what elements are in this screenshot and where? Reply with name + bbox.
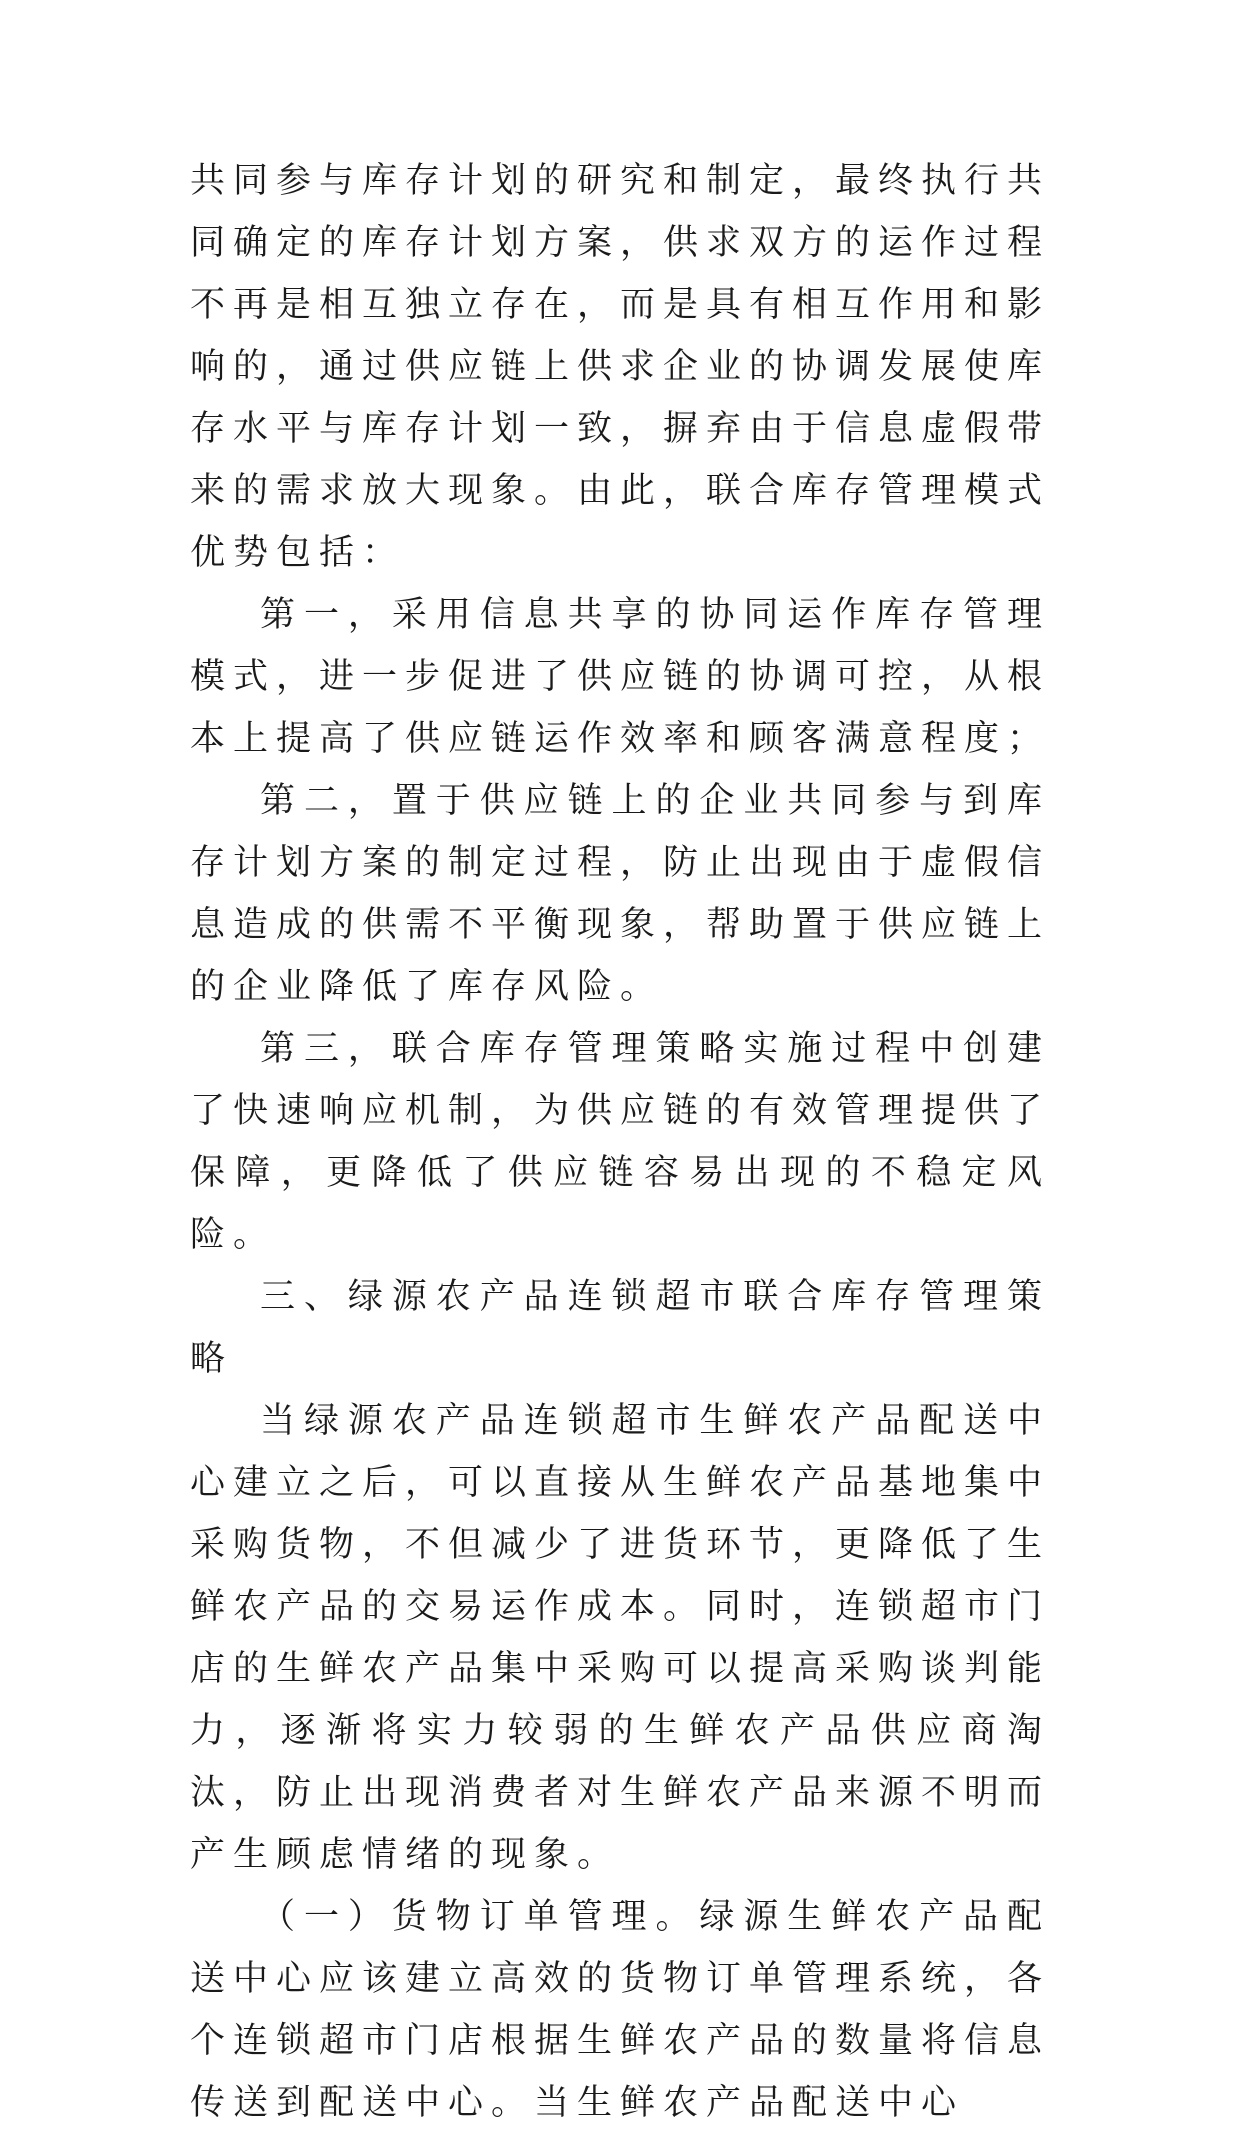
document-body [190, 150, 1050, 2134]
paragraph-advantage-2: 第二，置于供应链上的企业共同参与到库存计划方案的制定过程，防止出现由于虚假信息造成的供需不平衡现象，帮助置于供应链上的企业降低了库存风险。 [190, 781, 1051, 1007]
paragraph-advantage-3: 第三，联合库存管理策略实施过程中创建了快速响应机制，为供应链的有效管理提供了保障，更降低了供应链容易出现的不稳定风险。 [190, 1029, 1051, 1255]
paragraph-order-management: （一）货物订单管理。绿源生鲜农产品配送中心应该建立高效的货物订单管理系统，各个连锁超市门店根据生鲜农产品的数量将信息传送到配送中心。当生鲜农产品配送中心 [190, 1897, 1051, 2123]
paragraph-advantage-1: 第一，采用信息共享的协同运作库存管理模式，进一步促进了供应链的协调可控，从根本上提高了供应链运作效率和顾客满意程度； [190, 595, 1051, 759]
paragraph-continuation: 共同参与库存计划的研究和制定，最终执行共同确定的库存计划方案，供求双方的运作过程不再是相互独立存在，而是具有相互作用和影响的，通过供应链上供求企业的协调发展使库存水平与库存计划一致，摒弃由于信息虚假带来的需求放大现象。由此，联合库存管理模式优势包括： [190, 161, 1051, 573]
paragraph-distribution-center: 当绿源农产品连锁超市生鲜农产品配送中心建立之后，可以直接从生鲜农产品基地集中采购货物，不但减少了进货环节，更降低了生鲜农产品的交易运作成本。同时，连锁超市门店的生鲜农产品集中采购可以提高采购谈判能力，逐渐将实力较弱的生鲜农产品供应商淘汰，防止出现消费者对生鲜农产品来源不明而产生顾虑情绪的现象。 [190, 1401, 1051, 1875]
section-heading: 三、绿源农产品连锁超市联合库存管理策略 [190, 1277, 1050, 1379]
